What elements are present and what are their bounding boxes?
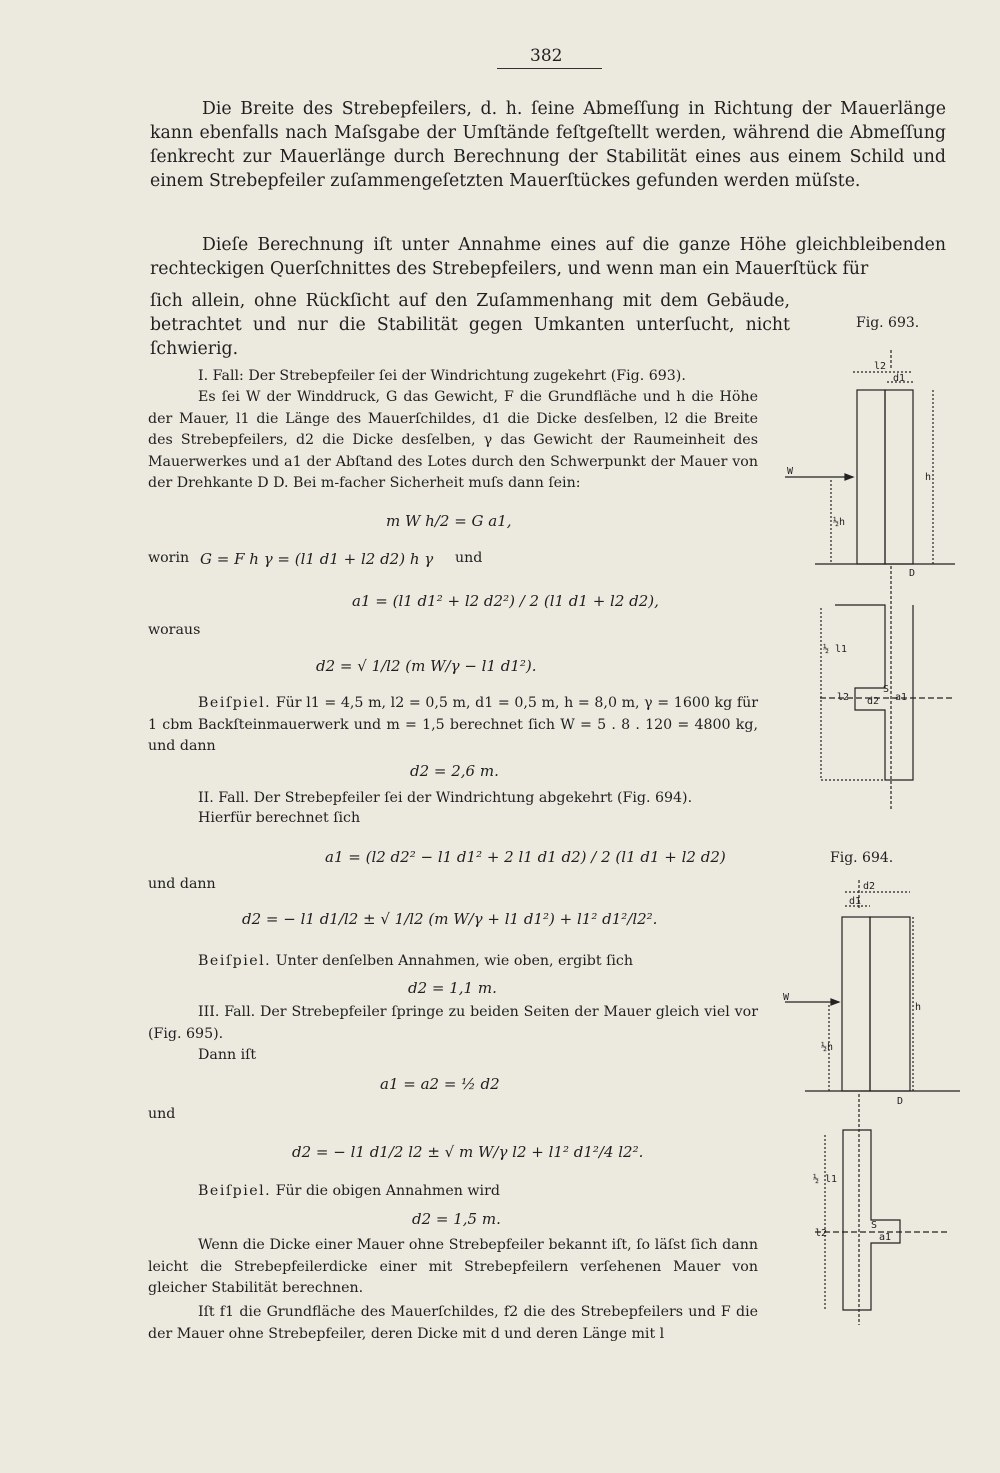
fig693-label-a1: a1	[895, 692, 908, 703]
case2-equation-2: d2 = − l1 d1/l2 ± √ 1/l2 (m W/γ + l1 d1²) + l1² d1²/l2².	[242, 910, 658, 928]
fig694-label-S: S	[871, 1220, 878, 1231]
fig694-diagram	[775, 870, 995, 1330]
fig693-caption: Fig. 693.	[856, 315, 920, 331]
case3-example	[148, 1181, 758, 1203]
case3-equation-1: a1 = a2 = ½ d2	[380, 1075, 500, 1093]
fig694-wall-elevation	[842, 917, 870, 1091]
fig694-label-half-h: ½h	[821, 1042, 834, 1053]
fig693-diagram	[775, 340, 995, 830]
case1-equation-2: G = F h γ = (l1 d1 + l2 d2) h γ	[200, 550, 434, 568]
case1-text: Es ſei W der Winddruck, G das Gewicht, F die Grundfläche und h die Höhe der Mauer, l1 die Länge des Mauerſchildes, d1 die Dicke desſelben, l2 die Breite des Strebepfeilers, d2 die Dicke desſelben, γ das Gewicht der Raumeinheit des Mauerwerkes und a1 der Abſtand des Lotes durch den Schwerpunkt der Mauer von der Drehkante D D. Bei m-facher Sicherheit muſs dann ſein:	[148, 389, 758, 491]
closing-paragraph-2: Iſt f1 die Grundfläche des Mauerſchildes, f2 die des Strebepfeilers und F die der Mauer ohne Strebepfeiler, deren Dicke mit d und deren Länge mit l	[148, 1304, 758, 1342]
fig693-label-l2b: l2	[837, 692, 850, 703]
fig694-label-half-l1: ½ l1	[813, 1174, 838, 1185]
page-number: 382	[530, 46, 563, 66]
fig693-buttress-elevation	[857, 390, 885, 564]
fig693-label-S: S	[883, 684, 890, 695]
fig694-label-l2: l2	[815, 1228, 828, 1239]
case3-heading: III. Fall. Der Strebepfeiler ſpringe zu beiden Seiten der Mauer gleich viel vor (Fig. 695).	[148, 1004, 758, 1042]
fig693-label-D: D	[909, 568, 916, 579]
case2-und-dann-label: und dann	[148, 876, 216, 892]
fig694-label-d2: d2	[863, 881, 876, 892]
fig693-label-W: W	[787, 466, 794, 477]
fig694-label-h: h	[915, 1002, 922, 1013]
case2-result: d2 = 1,1 m.	[408, 979, 497, 997]
fig694-label-a1: a1	[879, 1232, 892, 1243]
fig693-label-half-h: ½h	[833, 517, 846, 528]
case1-example-label: Beiſpiel.	[198, 695, 272, 711]
case1-example-text: Für l1 = 4,5 m, l2 = 0,5 m, d1 = 0,5 m, h = 8,0 m, γ = 1600 kg für 1 cbm Backſteinmauerwerk und m = 1,5 berechnet ſich W = 5 . 8 . 120 = 4800 kg, und dann	[148, 695, 758, 754]
case3-text: Dann iſt	[198, 1047, 257, 1063]
case1-equation-3: a1 = (l1 d1² + l2 d2²) / 2 (l1 d1 + l2 d2),	[352, 592, 659, 610]
case3-result: d2 = 1,5 m.	[412, 1210, 501, 1228]
case3-equation-2: d2 = − l1 d1/2 l2 ± √ m W/γ l2 + l1² d1²/4 l2².	[292, 1143, 644, 1161]
closing-paragraph-1: Wenn die Dicke einer Mauer ohne Strebepfeiler bekannt iſt, ſo läſst ſich dann leicht die Strebepfeilerdicke einer mit Strebepfeilern verſehenen Mauer von gleicher Stabilität berechnen.	[148, 1237, 758, 1296]
fig694-label-D: D	[897, 1096, 904, 1107]
case2-equation-1: a1 = (l2 d2² − l1 d1² + 2 l1 d1 d2) / 2 (l1 d1 + l2 d2)	[325, 848, 726, 866]
fig694-label-W: W	[783, 992, 790, 1003]
intro-paragraph-2a: Dieſe Berechnung iſt unter Annahme eines auf die ganze Höhe gleichbleibenden rechteckigen Querſchnittes des Strebepfeilers, und wenn man ein Mauerſtück für	[150, 235, 946, 279]
case2-example-text: Unter denſelben Annahmen, wie oben, ergibt ſich	[275, 953, 633, 969]
case2-example-label: Beiſpiel.	[198, 953, 272, 969]
case2-text: Hierfür berechnet ſich	[198, 810, 361, 826]
case1-result: d2 = 2,6 m.	[410, 762, 499, 780]
case1-heading: I. Fall: Der Strebepfeiler ſei der Windrichtung zugekehrt (Fig. 693).	[198, 368, 686, 384]
intro-paragraph-1: Die Breite des Strebepfeilers, d. h. ſeine Abmeſſung in Richtung der Mauerlänge kann ebenfalls nach Maſsgabe der Umſtände feſtgeſtellt werden, während die Abmeſſung ſenkrecht zur Mauerlänge durch Berechnung der Stabilität eines aus einem Schild und einem Strebepfeiler zuſammengeſetzten Mauerſtückes gefunden werden müſste.	[150, 99, 946, 191]
fig693-label-l2: l2	[874, 361, 887, 372]
case1-worin-label: worin	[148, 550, 190, 566]
case1-example	[148, 693, 758, 758]
intro-paragraph-2b: ſich allein, ohne Rückſicht auf den Zuſammenhang mit dem Gebäude, betrachtet und nur die Stabilität gegen Umkanten unterſucht, nicht ſchwierig.	[150, 291, 790, 359]
fig693-label-h: h	[925, 472, 932, 483]
case1-equation-4: d2 = √ 1/l2 (m W/γ − l1 d1²).	[316, 657, 537, 675]
case2-example	[148, 951, 758, 973]
fig694-buttress-elevation	[870, 917, 910, 1091]
fig693-wall-elevation	[885, 390, 913, 564]
fig694-caption: Fig. 694.	[830, 850, 894, 866]
case3-und-label: und	[148, 1106, 176, 1122]
fig693-label-d1: d1	[893, 373, 906, 384]
page-number-rule	[497, 68, 602, 69]
fig693-label-half-l1: ½ l1	[823, 644, 848, 655]
case2-heading: II. Fall. Der Strebepfeiler ſei der Windrichtung abgekehrt (Fig. 694).	[198, 790, 693, 806]
fig694-label-d1: d1	[849, 896, 862, 907]
case1-woraus-label: woraus	[148, 622, 201, 638]
case3-example-text: Für die obigen Annahmen wird	[275, 1183, 500, 1199]
case1-equation-1: m W h/2 = G a1,	[386, 512, 512, 530]
case3-example-label: Beiſpiel.	[198, 1183, 272, 1199]
case1-und-label: und	[455, 550, 483, 566]
fig693-label-d2: d2	[867, 696, 880, 707]
